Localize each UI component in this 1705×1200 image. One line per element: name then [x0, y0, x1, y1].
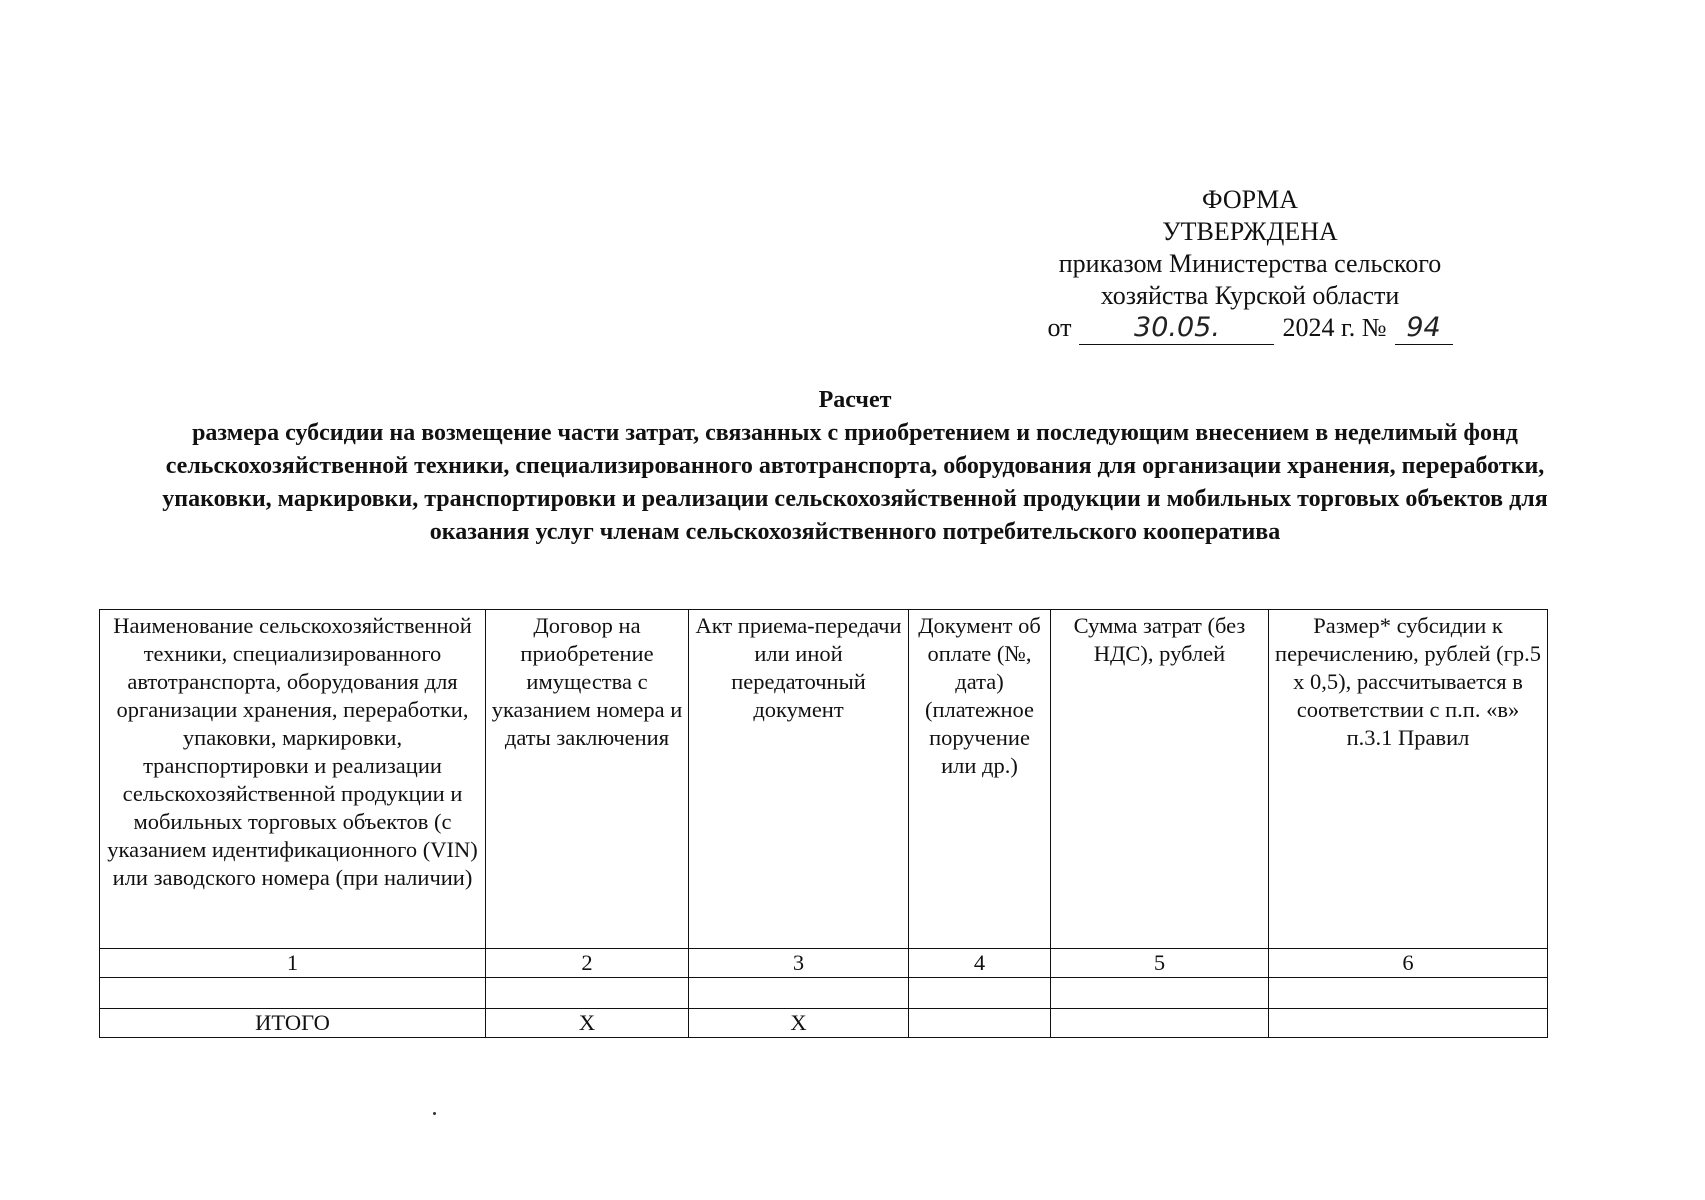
header-cell-1: Наименование сельскохозяйственной техники, специализированного автотранспорта, оборудования для организации хранения, переработки, упаковки, маркировки, транспортировки и реализации сельскохозяйственной продукции и мобильных торговых объектов (с указанием идентификационного (VIN) или заводского номера (при наличии)	[100, 610, 486, 949]
document-title	[140, 384, 1570, 549]
table-cell	[1269, 978, 1548, 1009]
table-header-row	[100, 610, 1548, 949]
order-date-line	[1010, 312, 1490, 345]
table-cell	[909, 978, 1051, 1009]
column-number-5: 5	[1051, 949, 1269, 978]
total-cell-3: Х	[689, 1009, 909, 1038]
order-line-1: приказом Министерства сельского	[1058, 249, 1442, 278]
total-cell-5	[1051, 1009, 1269, 1038]
order-date-field: 30.05.	[1079, 314, 1274, 345]
year-text: 2024 г. №	[1282, 313, 1387, 342]
total-label: ИТОГО	[100, 1009, 486, 1038]
from-label: от	[1047, 313, 1072, 342]
table-cell	[486, 978, 689, 1009]
approved-label: УТВЕРЖДЕНА	[1162, 217, 1338, 246]
subsidy-calculation-table	[99, 609, 1548, 1038]
column-number-4: 4	[909, 949, 1051, 978]
header-cell-2: Договор на приобретение имущества с указанием номера и даты заключения	[486, 610, 689, 949]
header-cell-3: Акт приема-передачи или иной передаточный документ	[689, 610, 909, 949]
order-number-field: 94	[1395, 314, 1453, 345]
title-heading: Расчет	[818, 387, 892, 413]
table-cell	[1051, 978, 1269, 1009]
column-number-6: 6	[1269, 949, 1548, 978]
title-body: размера субсидии на возмещение части затрат, связанных с приобретением и последующим внесением в неделимый фонд сельскохозяйственной техники, специализированного автотранспорта, оборудования для организации хранения, переработки, упаковки, маркировки, транспортировки и реализации сельскохозяйственной продукции и мобильных торговых объектов для оказания услуг членам сельскохозяйственного потребительского кооператива	[162, 420, 1548, 545]
header-cell-5: Сумма затрат (без НДС), рублей	[1051, 610, 1269, 949]
scan-speck	[433, 1112, 436, 1115]
column-number-1: 1	[100, 949, 486, 978]
order-line-2: хозяйства Курской области	[1100, 281, 1400, 310]
header-cell-4: Документ об оплате (№, дата) (платежное поручение или др.)	[909, 610, 1051, 949]
column-number-3: 3	[689, 949, 909, 978]
total-cell-2: Х	[486, 1009, 689, 1038]
table-row	[100, 978, 1548, 1009]
total-cell-6	[1269, 1009, 1548, 1038]
table-cell	[100, 978, 486, 1009]
approval-block	[1010, 184, 1490, 345]
total-row	[100, 1009, 1548, 1038]
form-label: ФОРМА	[1202, 185, 1298, 214]
column-number-2: 2	[486, 949, 689, 978]
total-cell-4	[909, 1009, 1051, 1038]
header-cell-6: Размер* субсидии к перечислению, рублей (гр.5 х 0,5), рассчитывается в соответствии с п.п. «в» п.3.1 Правил	[1269, 610, 1548, 949]
column-number-row	[100, 949, 1548, 978]
table-cell	[689, 978, 909, 1009]
